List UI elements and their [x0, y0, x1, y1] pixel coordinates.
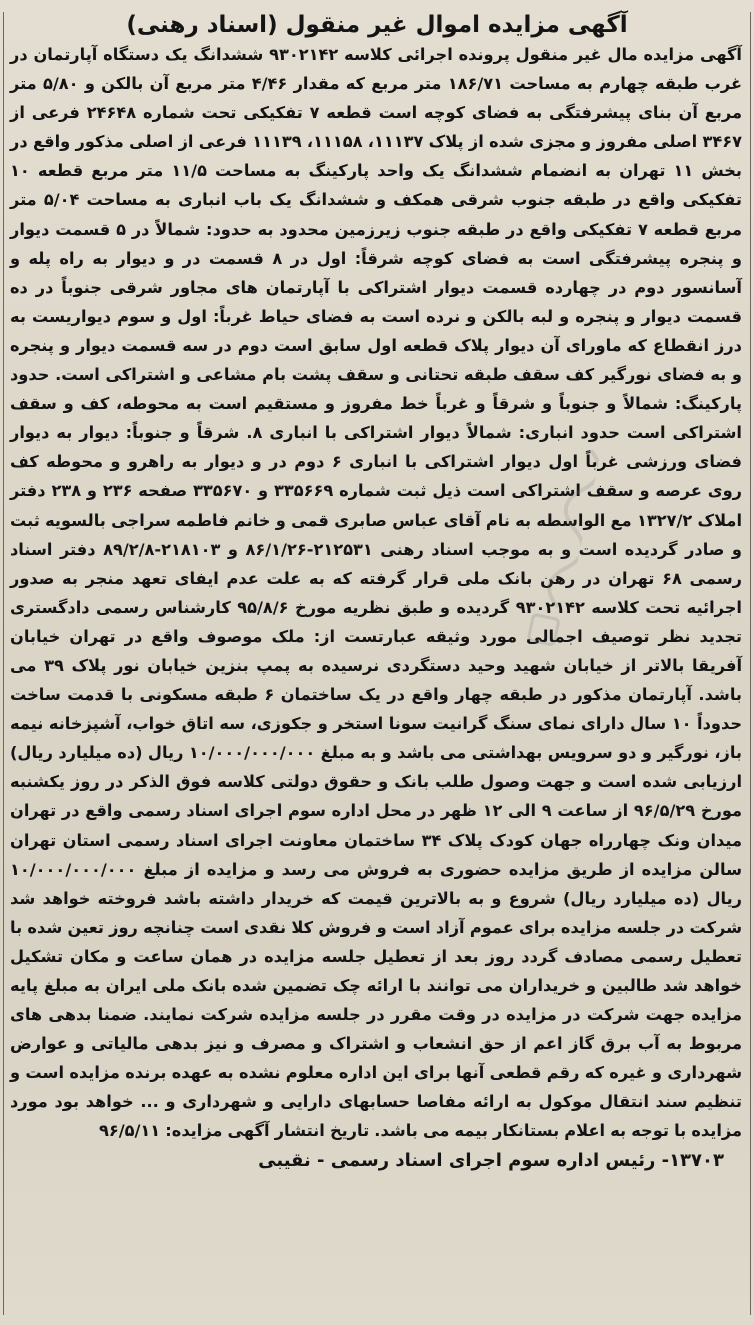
notice-body: آگهی مزایده مال غیر منقول پرونده اجرائی کلاسه ۹۳۰۲۱۴۲ ششدانگ یک دستگاه آپارتمان در غرب طبقه چهارم به مساحت ۱۸۶/۷۱ متر مربع که مقدار ۴/۴۶ متر مربع آن بالکن و ۵/۸۰ متر مربع آن بنای پیشرفتگی به فضای کوچه است قطعه ۷ تفکیکی تحت شماره ۲۴۶۴۸ فرعی از ۳۴۶۷ اصلی مفروز و مجزی شده از پلاک ۱۱۱۳۷، ۱۱۱۵۸، ۱۱۱۳۹ فرعی از اصلی مذکور واقع در بخش ۱۱ تهران به انضمام ششدانگ یک واحد پارکینگ به مساحت ۱۱/۵ متر مربع قطعه ۱۰ تفکیکی واقع در طبقه جنوب شرقی همکف و ششدانگ یک باب انباری به مساحت ۵/۰۴ متر مربع قطعه ۷ تفکیکی واقع در طبقه جنوب زیرزمین محدود به حدود: شمالاً در ۵ قسمت دیوار و پنجره پیشرفتگی است به فضای کوچه شرقاً: اول در ۸ قسمت در و دیوار به راه پله و آسانسور دوم در چهارده قسمت دیوار اشتراکی با آپارتمان های مجاور شرقی جنوباً در ده قسمت دیوار و پنجره و لبه بالکن و نرده است به فضای حیاط غرباً: اول و سوم دیواریست به درز انقطاع که ماورای آن دیوار پلاک قطعه اول سابق است دوم در سه قسمت دیوار و پنجره و به فضای نورگیر کف سقف طبقه تحتانی و سقف پشت بام مشاعی و اشتراکی است. حدود پارکینگ: شمالاً و جنوباً و شرقاً و غرباً خط مفروز و مستقیم است به محوطه، کف و سقف اشتراکی است حدود انباری: شمالاً دیوار اشتراکی با انباری ۸. شرقاً و جنوباً: دیوار به دیوار فضای ورزشی غرباً اول دیوار اشتراکی با انباری ۶ دوم در و دیوار به راهرو و محوطه کف روی عرصه و سقف اشتراکی است ذیل ثبت شماره ۳۳۵۶۶۹ و ۳۳۵۶۷۰ صفحه ۲۳۶ و ۲۳۸ دفتر املاک ۱۳۲۷/۲ مع الواسطه به نام آقای عباس صابری قمی و خانم فاطمه سراجی بالسویه ثبت و صادر گردیده است و به موجب اسناد رهنی ۲۱۲۵۳۱-۸۶/۱/۲۶ و ۲۱۸۱۰۳-۸۹/۲/۸ دفتر اسناد رسمی ۶۸ تهران در رهن بانک ملی قرار گرفته که به علت عدم ایفای تعهد منجر به صدور اجرائیه تحت کلاسه ۹۳۰۲۱۴۲ گردیده و طبق نظریه مورخ ۹۵/۸/۶ کارشناس رسمی دادگستری تجدید نظر توصیف اجمالی مورد وثیقه عبارتست از: ملک موصوف واقع در تهران خیابان آفریقا بالاتر از خیابان شهید وحید دستگردی نرسیده به پمپ بنزین خیابان نور پلاک ۳۹ می باشد. آپارتمان مذکور در طبقه چهار واقع در یک ساختمان ۶ طبقه مسکونی با قدمت ساخت حدوداً ۱۰ سال دارای نمای سنگ گرانیت سونا استخر و جکوزی، سه اتاق خواب، آشپزخانه نیمه باز، نورگیر و دو سرویس بهداشتی می باشد و به مبلغ ۱۰/۰۰۰/۰۰۰/۰۰۰ ریال (ده میلیارد ریال) ارزیابی شده است و جهت وصول طلب بانک و حقوق دولتی کلاسه فوق الذکر در روز یکشنبه مورخ ۹۶/۵/۲۹ از ساعت ۹ الی ۱۲ ظهر در محل اداره سوم اجرای اسناد رسمی واقع در تهران میدان ونک چهارراه جهان کودک پلاک ۳۴ ساختمان معاونت اجرای اسناد رسمی استان تهران سالن مزایده از طریق مزایده حضوری به فروش می رسد و مزایده از مبلغ ۱۰/۰۰۰/۰۰۰/۰۰۰ ریال (ده میلیارد ریال) شروع و به بالاترین قیمت که خریدار داشته باشد فروخته خواهد شد شرکت در جلسه مزایده برای عموم آزاد است و فروش کلا نقدی است چنانچه روز تعین شده با تعطیل رسمی مصادف گردد روز بعد از تعطیل جلسه مزایده در همان ساعت و مکان تشکیل خواهد شد طالبین و خریداران می توانند با ارائه چک تضمین شده بانک ملی ایران به مبلغ پایه مزایده جهت شرکت در مزایده در وقت مقرر در جلسه مزایده شرکت نمایند. ضمنا بدهی های مربوط به آب برق گاز اعم از حق انشعاب و اشتراک و مصرف و نیز بدهی مالیاتی و عوارض شهرداری و غیره که رقم قطعی آنها برای این اداره معلوم نشده به عهده برنده مزایده است و تنظیم سند انتقال موکول به ارائه مفاصا حسابهای دارایی و شهرداری و ... خواهد بود مورد مزایده با توجه به اعلام بستانکار بیمه می باشد. تاریخ انتشار آگهی مزایده: ۹۶/۵/۱۱ — [10, 45, 743, 1141]
notice-title: آگهی مزایده اموال غیر منقول (اسناد رهنی) — [126, 12, 628, 38]
right-border-rule — [750, 12, 751, 1315]
cut-off-previous-ad-strip — [0, 0, 754, 7]
left-border-rule — [3, 12, 4, 1315]
notice-signature: ۱۳۷۰۳- رئیس اداره سوم اجرای اسناد رسمی - نقیبی — [258, 1149, 724, 1171]
